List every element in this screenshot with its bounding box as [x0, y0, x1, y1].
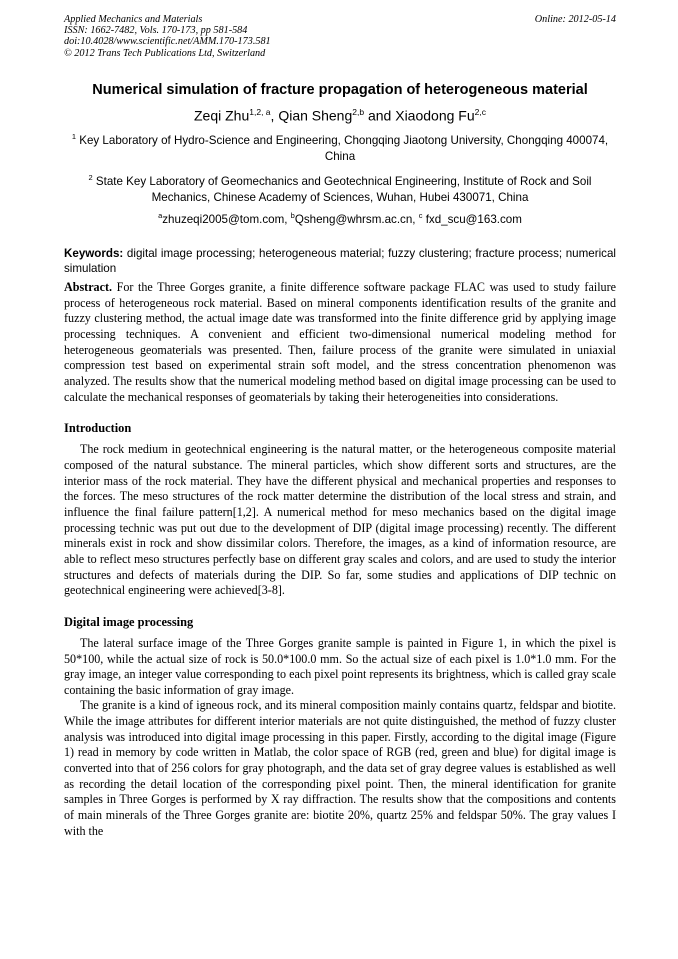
section-heading-digital-image-processing: Digital image processing [64, 614, 194, 629]
affiliation-2 [64, 170, 616, 205]
affiliation-number: 1 [71, 132, 76, 142]
affiliation-text: Key Laboratory of Hydro-Science and Engineering, Chongqing Jiaotong University, Chongqing 400074, China [76, 134, 609, 163]
paper-title: Numerical simulation of fracture propagation of heterogeneous material [92, 81, 588, 98]
email-marker: a [158, 211, 163, 221]
abstract-label: Abstract. [64, 280, 113, 295]
dip-body [64, 636, 616, 840]
keywords-label: Keywords: [64, 247, 124, 261]
author-1-affil: 1,2, a [249, 106, 271, 117]
author-list [64, 107, 616, 124]
introduction-body [64, 442, 616, 599]
author-2: Qian Sheng [278, 107, 353, 124]
affiliation-1 [64, 129, 616, 164]
paragraph: The lateral surface image of the Three Gorges granite sample is painted in Figure 1, in which the pixel is 50*100, while the actual size of rock is 50.0*100.0 mm. So the actual size of each pixel is 1.0*1.0 mm. For the gray image, an integer value corresponding to each pixel point represents its brightness, which is called gray scale containing the basic information of gray image. [64, 635, 616, 697]
abstract-text: For the Three Gorges granite, a finite difference software package FLAC was used to study failure process of heterogeneous rock material. Based on mineral components identification results of the granite and fuzzy clustering method, the actual image date was transformed into the finite difference grid by applying image processing techniques. A convenient and efficient two-dimensional numerical modeling method for heterogeneous geomaterials was presented. Then, failure process of the granite were simulated in uniaxial compression test based on experimental strain soft model, and the stress concentration phenomenon was analyzed. The results show that the numerical modeling method based on digital image processing can be used to calculate the mechanical responses of geomaterials by taking their heterogeneities into considerations. [64, 280, 616, 404]
abstract [64, 280, 616, 405]
author-separator: and [364, 107, 396, 124]
paragraph: The granite is a kind of igneous rock, and its mineral composition mainly contains quartz, feldspar and biotite. While the image attributes for different interior materials are not quite distinguished, the method of fuzzy cluster analysis was introduced into digital image processing in this paper. Firstly, according to the digital image (Figure 1) read in memory by code written in Matlab, the color space of RGB (red, green and blue) for digital image is converted into that of 256 colors for gray photograph, and the data set of gray degree values is established as well as recording the detail location of the corresponding pixel point. Then, the mineral identification for granite samples in Three Gorges is performed by X ray diffraction. The results show that the compositions and contents of main minerals of the Three Gorges granite are: biotite 20%, quartz 25% and feldspar 50%. The gray values I with the [64, 698, 616, 838]
email-marker: b [290, 211, 295, 221]
paper-page [64, 14, 616, 839]
affiliation-number: 2 [88, 173, 93, 183]
author-separator: , [270, 107, 279, 124]
journal-header [64, 14, 616, 59]
email-marker: c [418, 211, 423, 221]
section-heading-introduction: Introduction [64, 421, 132, 436]
keywords-text: digital image processing; heterogeneous material; fuzzy clustering; fracture process; numerical simulation [64, 247, 616, 276]
author-emails [64, 211, 616, 226]
author-3-affil: 2,c [474, 106, 486, 117]
email-b: Qsheng@whrsm.ac.cn, [294, 213, 419, 227]
author-1: Zeqi Zhu [194, 107, 250, 124]
paragraph: The rock medium in geotechnical engineering is the natural matter, or the heterogeneous composite material composed of the natural substance. The mineral particles, which show different sorts and structures, are the interior mass of the rock material. They have the different physical and mechanical properties and responses to the forces. The meso structures of the rock matter determine the distribution of the local stress and strain, and influence the final failure pattern[1,2]. A numerical method for meso mechanics based on the digital image processing technic was put out due to the development of DIP (digital image processing) recently. The different minerals exist in rock and show dissimilar colors. Therefore, the images, as a kind of information resource, are able to reflect meso structures perfectly base on different gray scales and colors, and are used to study the interior structures and defects of materials during the DIP. So far, some studies and applications of DIP technic on geotechnical engineering were achieved[3-8]. [64, 442, 616, 598]
author-3: Xiaodong Fu [395, 107, 475, 124]
doi-line: doi:10.4028/www.scientific.net/AMM.170-173.581 [64, 36, 271, 48]
online-date: Online: 2012-05-14 [534, 14, 616, 25]
keywords [64, 246, 616, 276]
journal-name: Applied Mechanics and Materials [64, 14, 203, 25]
email-c: fxd_scu@163.com [422, 213, 522, 227]
copyright-line: © 2012 Trans Tech Publications Ltd, Switzerland [64, 47, 266, 59]
author-2-affil: 2,b [352, 106, 365, 117]
affiliation-text: State Key Laboratory of Geomechanics and Geotechnical Engineering, Institute of Rock and Soil Mechanics, Chinese Academy of Sciences, Wuhan, Hubei 430071, China [92, 175, 592, 204]
issn-line: ISSN: 1662-7482, Vols. 170-173, pp 581-584 [64, 25, 248, 37]
email-a: zhuzeqi2005@tom.com, [162, 213, 291, 227]
